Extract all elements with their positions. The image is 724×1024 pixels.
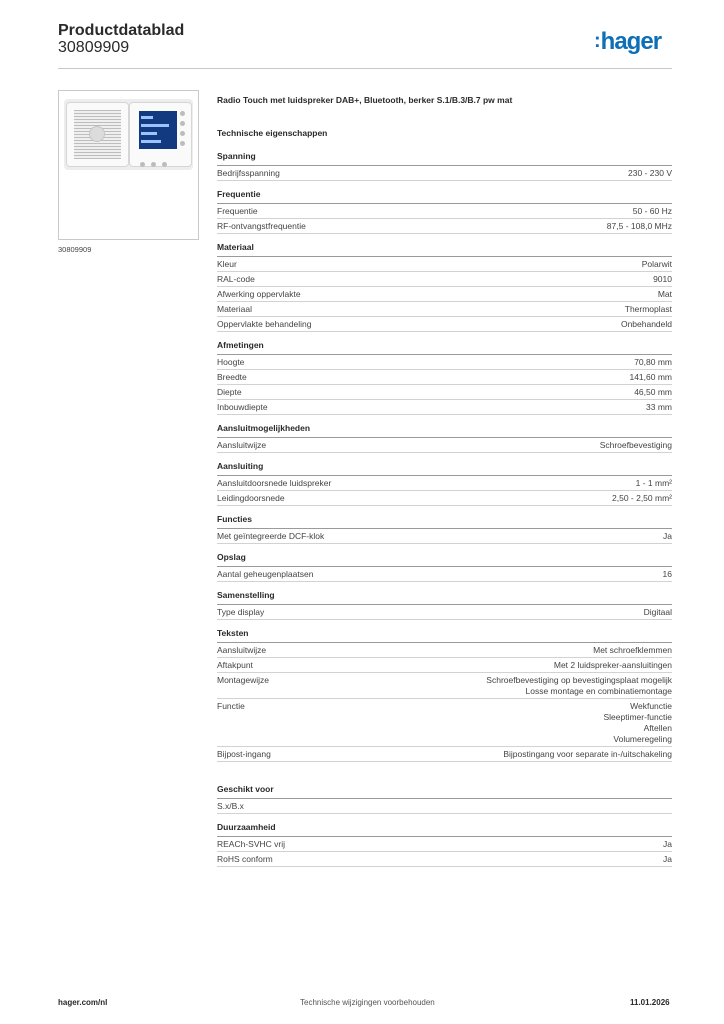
spec-value-line: Aftellen: [643, 723, 672, 733]
spec-value: [600, 440, 672, 451]
product-number: 30809909: [58, 39, 130, 56]
spec-value-line: 50 - 60 Hz: [632, 206, 672, 216]
spec-row: [217, 400, 672, 415]
spec-value: [642, 259, 672, 270]
footer-disclaimer: Technische wijzigingen voorbehouden: [300, 998, 435, 1007]
spec-label: Diepte: [217, 387, 242, 397]
spec-label: RF-ontvangstfrequentie: [217, 221, 306, 231]
spec-label: Aansluitwijze: [217, 645, 267, 655]
spec-label: Leidingdoorsnede: [217, 493, 285, 503]
spec-label: Aantal geheugenplaatsen: [217, 569, 314, 579]
spec-value: [607, 221, 672, 232]
spec-value-line: Met 2 luidspreker-aansluitingen: [553, 660, 672, 670]
group-title: Geschikt voor: [217, 762, 672, 799]
group-title: Spanning: [217, 143, 672, 166]
spec-row: [217, 699, 672, 747]
spec-label: Montagewijze: [217, 675, 269, 685]
group-title: Frequentie: [217, 181, 672, 204]
spec-row: [217, 317, 672, 332]
spec-value-line: 33 mm: [646, 402, 672, 412]
spec-row: [217, 287, 672, 302]
spec-row: [217, 747, 672, 762]
spec-label: RoHS conform: [217, 854, 273, 864]
spec-row: [217, 385, 672, 400]
hager-logo: [594, 28, 661, 56]
spec-row: [217, 852, 672, 867]
spec-value: [646, 402, 672, 413]
spec-label: S.x/B.x: [217, 801, 244, 811]
group-title: Samenstelling: [217, 582, 672, 605]
spec-label: Type display: [217, 607, 265, 617]
spec-row: [217, 605, 672, 620]
spec-label: Frequentie: [217, 206, 258, 216]
spec-value: [663, 569, 672, 580]
section-title: Technische eigenschappen: [217, 128, 328, 138]
spec-label: Aansluitwijze: [217, 440, 267, 450]
spec-value: [625, 304, 672, 315]
spec-row: [217, 370, 672, 385]
spec-value-line: 230 - 230 V: [628, 168, 672, 178]
product-title: Radio Touch met luidspreker DAB+, Bluetooth, berker S.1/B.3/B.7 pw mat: [217, 95, 513, 105]
spec-row: [217, 166, 672, 181]
spec-value-line: Onbehandeld: [620, 319, 672, 329]
spec-row: [217, 476, 672, 491]
spec-value-line: Met schroefklemmen: [593, 645, 672, 655]
spec-label: Hoogte: [217, 357, 245, 367]
spec-groups: [217, 143, 672, 867]
spec-value: [634, 387, 672, 398]
speaker-module: [67, 103, 128, 166]
spec-value-line: Sleeptimer-functie: [603, 712, 672, 722]
spec-row: [217, 567, 672, 582]
header-divider: [58, 68, 672, 69]
spec-label: Aftakpunt: [217, 660, 253, 670]
header-title: Productdatablad: [58, 22, 185, 39]
spec-label: Breedte: [217, 372, 247, 382]
spec-value: [663, 854, 672, 865]
group-title: Teksten: [217, 620, 672, 643]
spec-row: [217, 204, 672, 219]
spec-row: [217, 837, 672, 852]
spec-value: [663, 839, 672, 850]
spec-value-line: 1 - 1 mm²: [635, 478, 672, 488]
spec-value-line: Volumeregeling: [613, 734, 672, 744]
spec-value-line: 87,5 - 108,0 MHz: [606, 221, 672, 231]
key-icon: [151, 162, 156, 167]
spec-row: [217, 643, 672, 658]
footer-date: 11.01.2026: [630, 998, 670, 1007]
spec-value-line: 70,80 mm: [634, 357, 672, 367]
spec-value: [644, 607, 672, 618]
spec-value-line: Schroefbevestiging op bevestigingsplaat mogelijk: [486, 675, 672, 685]
spec-value: [658, 289, 672, 300]
key-icon: [180, 121, 185, 126]
spec-value: [634, 357, 672, 368]
spec-value-line: Polarwit: [641, 259, 672, 269]
key-icon: [180, 111, 185, 116]
group-title: Materiaal: [217, 234, 672, 257]
spec-row: [217, 438, 672, 453]
group-title: Aansluitmogelijkheden: [217, 415, 672, 438]
speaker-grille-icon: [74, 110, 121, 159]
spec-label: Afwerking oppervlakte: [217, 289, 301, 299]
spec-value-line: Thermoplast: [624, 304, 672, 314]
spec-label: Met geïntegreerde DCF-klok: [217, 531, 325, 541]
spec-value-line: Mat: [657, 289, 672, 299]
spec-value-line: Ja: [663, 531, 672, 541]
spec-value-line: 9010: [653, 274, 672, 284]
spec-value-line: 2,50 - 2,50 mm²: [612, 493, 672, 503]
spec-value: [554, 660, 672, 671]
spec-value-line: Digitaal: [643, 607, 672, 617]
product-image: [58, 90, 199, 240]
footer-website[interactable]: hager.com/nl: [58, 998, 108, 1007]
spec-label: Bijpost-ingang: [217, 749, 271, 759]
logo-text: hager: [600, 28, 662, 55]
screen-line: [141, 124, 169, 127]
spec-value: [593, 645, 672, 656]
spec-row: [217, 272, 672, 287]
spec-label: REACh-SVHC vrij: [217, 839, 286, 849]
spec-content: [217, 95, 672, 867]
spec-value: [663, 531, 672, 542]
spec-row: [217, 302, 672, 317]
speaker-center-icon: [90, 127, 104, 141]
spec-value: [621, 319, 672, 330]
spec-value: [503, 749, 672, 760]
spec-row: [217, 673, 672, 699]
screen-line: [141, 132, 157, 135]
spec-value-line: Bijpostingang voor separate in-/uitschakeling: [503, 749, 672, 759]
spec-value: [612, 493, 672, 504]
spec-value-line: Losse montage en combinatiemontage: [525, 686, 672, 696]
group-title: Opslag: [217, 544, 672, 567]
spec-label: Materiaal: [217, 304, 252, 314]
spec-value-line: Schroefbevestiging: [599, 440, 672, 450]
bottom-keys: [140, 154, 178, 160]
group-title: Duurzaamheid: [217, 814, 672, 837]
spec-row: [217, 219, 672, 234]
radio-display: [139, 111, 177, 149]
spec-value-line: Wekfunctie: [630, 701, 672, 711]
key-icon: [140, 162, 145, 167]
spec-value-line: 46,50 mm: [634, 387, 672, 397]
screen-line: [141, 116, 153, 119]
spec-label: Functie: [217, 701, 245, 711]
spec-row: [217, 529, 672, 544]
radio-module: [130, 103, 191, 166]
key-icon: [180, 131, 185, 136]
spec-value: [603, 701, 672, 745]
side-keys: [180, 111, 186, 155]
group-title: Functies: [217, 506, 672, 529]
spec-row: [217, 658, 672, 673]
spec-label: Bedrijfsspanning: [217, 168, 280, 178]
spec-value: [486, 675, 672, 697]
spec-row: [217, 799, 672, 814]
switch-plate: [64, 99, 193, 170]
screen-line: [141, 140, 161, 143]
spec-label: Oppervlakte behandeling: [217, 319, 312, 329]
key-icon: [162, 162, 167, 167]
logo-dots-icon: :: [594, 30, 600, 52]
spec-value-line: Ja: [663, 854, 672, 864]
spec-row: [217, 491, 672, 506]
group-title: Afmetingen: [217, 332, 672, 355]
spec-label: Inbouwdiepte: [217, 402, 268, 412]
spec-value-line: 16: [662, 569, 672, 579]
spec-value: [629, 372, 672, 383]
spec-value: [628, 168, 672, 179]
spec-label: Aansluitdoorsnede luidspreker: [217, 478, 332, 488]
spec-label: RAL-code: [217, 274, 255, 284]
spec-value: [653, 274, 672, 285]
spec-row: [217, 355, 672, 370]
group-title: Aansluiting: [217, 453, 672, 476]
spec-value: [633, 206, 672, 217]
spec-row: [217, 257, 672, 272]
key-icon: [180, 141, 185, 146]
spec-value-line: 141,60 mm: [629, 372, 672, 382]
spec-value-line: Ja: [663, 839, 672, 849]
spec-value: [636, 478, 672, 489]
image-caption: 30809909: [58, 245, 92, 254]
spec-label: Kleur: [217, 259, 237, 269]
